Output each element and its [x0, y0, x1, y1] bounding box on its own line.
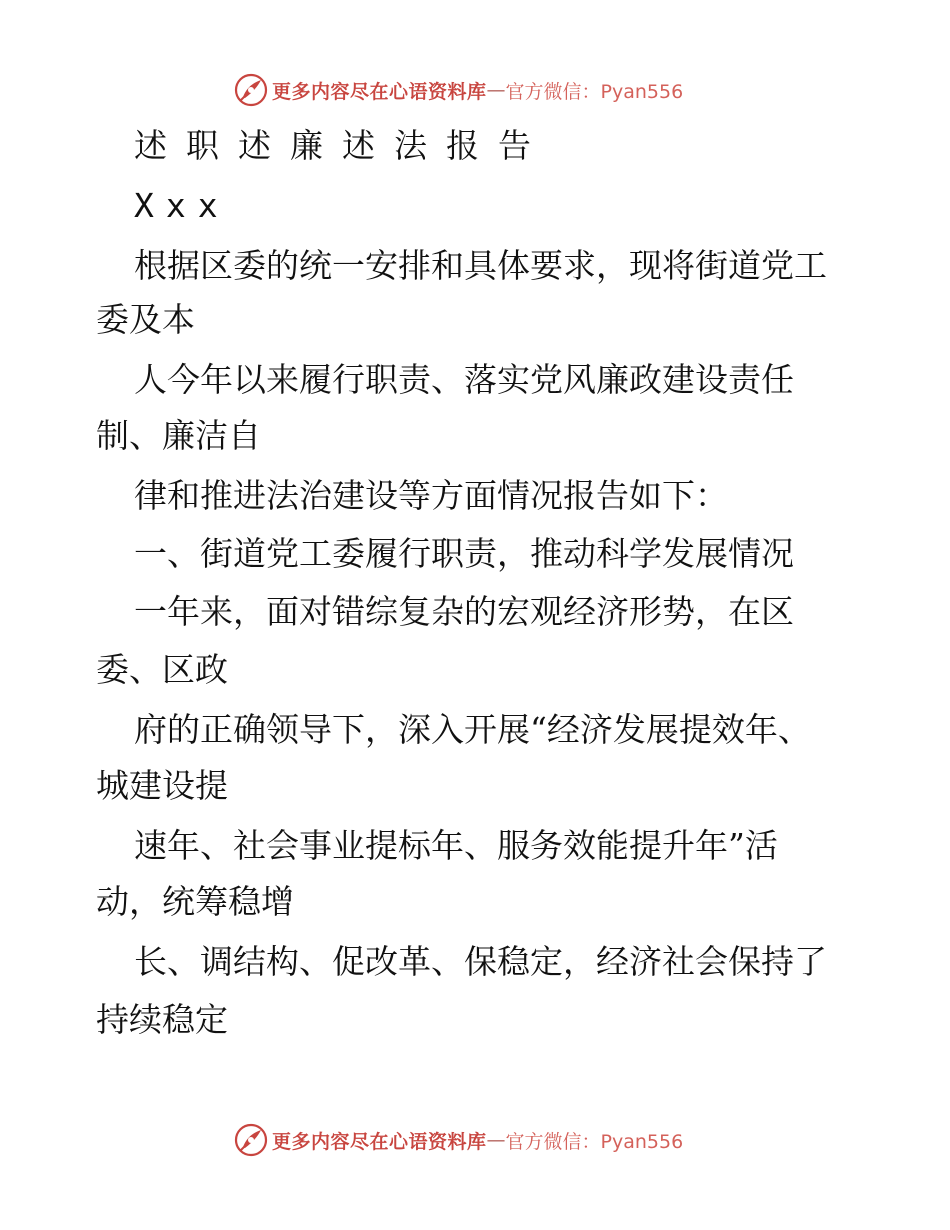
watermark-site-text: 更多内容尽在心语资料库 [272, 80, 487, 103]
footer-watermark [234, 1123, 683, 1157]
watermark-wechat-text: 官方微信：Pyan556 [505, 80, 684, 103]
watermark-wechat-text: 官方微信：Pyan556 [505, 1130, 684, 1153]
document-title: 述职述廉述法报告 [134, 126, 550, 165]
paragraph-line: 动，统筹稳增 [96, 882, 294, 921]
watermark-site-text: 更多内容尽在心语资料库 [272, 1130, 487, 1153]
paragraph-line: 一、街道党工委履行职责，推动科学发展情况 [134, 534, 794, 573]
paragraph-line: 一年来，面对错综复杂的宏观经济形势，在区 [134, 592, 794, 631]
document-author: Xxx [134, 186, 230, 225]
paragraph-line: 委及本 [96, 300, 195, 339]
paragraph-line: 府的正确领导下，深入开展“经济发展提效年、 [134, 710, 811, 749]
paragraph-line: 制、廉洁自 [96, 416, 261, 455]
quill-logo-icon [234, 1123, 268, 1157]
paragraph-line: 委、区政 [96, 650, 228, 689]
header-watermark [234, 73, 683, 107]
paragraph-line: 城建设提 [96, 766, 228, 805]
paragraph-line: 速年、社会事业提标年、服务效能提升年”活 [134, 826, 778, 865]
paragraph-line: 律和推进法治建设等方面情况报告如下： [134, 476, 728, 515]
watermark-separator: — [486, 1129, 506, 1151]
paragraph-line: 人今年以来履行职责、落实党风廉政建设责任 [134, 360, 794, 399]
paragraph-line: 根据区委的统一安排和具体要求，现将街道党工 [134, 246, 827, 285]
paragraph-line: 长、调结构、促改革、保稳定，经济社会保持了 [134, 942, 827, 981]
quill-logo-icon [234, 73, 268, 107]
watermark-separator: — [486, 79, 506, 101]
paragraph-line: 持续稳定 [96, 1000, 228, 1039]
